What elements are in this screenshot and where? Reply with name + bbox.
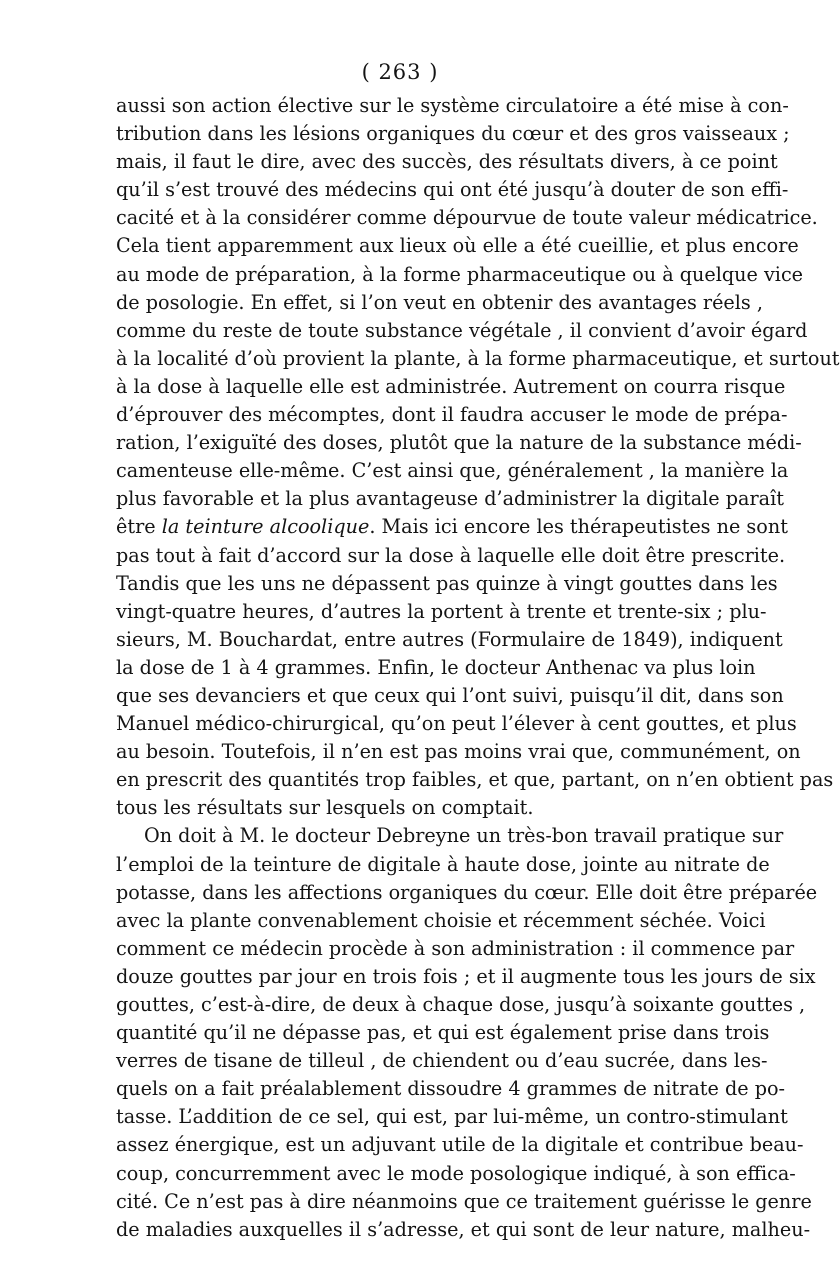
text-line: d’éprouver des mécomptes, dont il faudra accuser le mode de prépa- — [116, 403, 788, 427]
paragraph — [116, 822, 818, 1243]
page-number: ( 263 ) — [361, 60, 439, 84]
text-line: On doit à M. le docteur Debreyne un très-bon travail pratique sur — [144, 824, 784, 848]
text-line: vingt-quatre heures, d’autres la portent à trente et trente-six ; plu- — [116, 599, 767, 623]
text-line: pas tout à fait d’accord sur la dose à laquelle elle doit être prescrite. — [116, 543, 786, 567]
text-line: la dose de 1 à 4 grammes. Enfin, le docteur Anthenac va plus loin — [116, 655, 756, 679]
text-line: que ses devanciers et que ceux qui l’ont suivi, puisqu’il dit, dans son — [116, 683, 784, 707]
text-line: coup, concurremment avec le mode posologique indiqué, à son effica- — [116, 1161, 796, 1185]
text-line: quantité qu’il ne dépasse pas, et qui est également prise dans trois — [116, 1021, 770, 1045]
text-line: de posologie. En effet, si l’on veut en obtenir des avantages réels , — [116, 290, 763, 314]
text-line: l’emploi de la teinture de digitale à haute dose, jointe au nitrate de — [116, 852, 770, 876]
text-line: potasse, dans les affections organiques du cœur. Elle doit être préparée — [116, 880, 818, 904]
text-line: être la teinture alcoolique. Mais ici encore les thérapeutistes ne sont — [116, 515, 788, 539]
text-line: camenteuse elle-même. C’est ainsi que, généralement , la manière la — [116, 459, 789, 483]
text-line: en prescrit des quantités trop faibles, et que, partant, on n’en obtient pas — [116, 768, 834, 792]
text-line: verres de tisane de tilleul , de chiendent ou d’eau sucrée, dans les- — [116, 1049, 768, 1073]
text-line: qu’il s’est trouvé des médecins qui ont été jusqu’à douter de son effi- — [116, 178, 789, 202]
text-line: au mode de préparation, à la forme pharmaceutique ou à quelque vice — [116, 262, 804, 286]
paragraph — [116, 92, 840, 822]
text-line: douze gouttes par jour en trois fois ; et il augmente tous les jours de six — [116, 964, 816, 988]
italic-phrase: la teinture alcoolique — [161, 515, 370, 539]
text-line: tasse. L’addition de ce sel, qui est, par lui-même, un contro-stimulant — [116, 1105, 788, 1129]
text-line: cacité et à la considérer comme dépourvue de toute valeur médicatrice. — [116, 206, 818, 230]
text-line: assez énergique, est un adjuvant utile de la digitale et contribue beau- — [116, 1133, 804, 1157]
text-line: quels on a fait préalablement dissoudre 4 grammes de nitrate de po- — [116, 1077, 786, 1101]
text-line: tous les résultats sur lesquels on comptait. — [116, 796, 534, 820]
text-line: Cela tient apparemment aux lieux où elle a été cueillie, et plus encore — [116, 234, 799, 258]
text-line: Manuel médico-chirurgical, qu’on peut l’élever à cent gouttes, et plus — [116, 712, 797, 736]
text-line: tribution dans les lésions organiques du cœur et des gros vaisseaux ; — [116, 122, 790, 146]
text-line: cité. Ce n’est pas à dire néanmoins que ce traitement guérisse le genre — [116, 1189, 812, 1213]
text-line: sieurs, M. Bouchardat, entre autres (Formulaire de 1849), indiquent — [116, 627, 783, 651]
text-line: à la localité d’où provient la plante, à la forme pharmaceutique, et surtout — [116, 346, 840, 370]
text-line: Tandis que les uns ne dépassent pas quinze à vingt gouttes dans les — [116, 571, 778, 595]
text-line: au besoin. Toutefois, il n’en est pas moins vrai que, communément, on — [116, 740, 801, 764]
body-text — [116, 92, 840, 1244]
text-line: plus favorable et la plus avantageuse d’administrer la digitale paraît — [116, 487, 784, 511]
text-line: avec la plante convenablement choisie et récemment séchée. Voici — [116, 908, 766, 932]
text-line: comme du reste de toute substance végétale , il convient d’avoir égard — [116, 318, 808, 342]
text-line: comment ce médecin procède à son administration : il commence par — [116, 936, 795, 960]
text-line: gouttes, c’est-à-dire, de deux à chaque dose, jusqu’à soixante gouttes , — [116, 993, 806, 1016]
text-line: aussi son action élective sur le système circulatoire a été mise à con- — [116, 94, 789, 117]
text-line: ration, l’exiguïté des doses, plutôt que la nature de la substance médi- — [116, 431, 802, 455]
text-line: mais, il faut le dire, avec des succès, des résultats divers, à ce point — [116, 150, 778, 174]
text-line: à la dose à laquelle elle est administrée. Autrement on courra risque — [116, 374, 786, 398]
text-line: de maladies auxquelles il s’adresse, et qui sont de leur nature, malheu- — [116, 1217, 811, 1241]
